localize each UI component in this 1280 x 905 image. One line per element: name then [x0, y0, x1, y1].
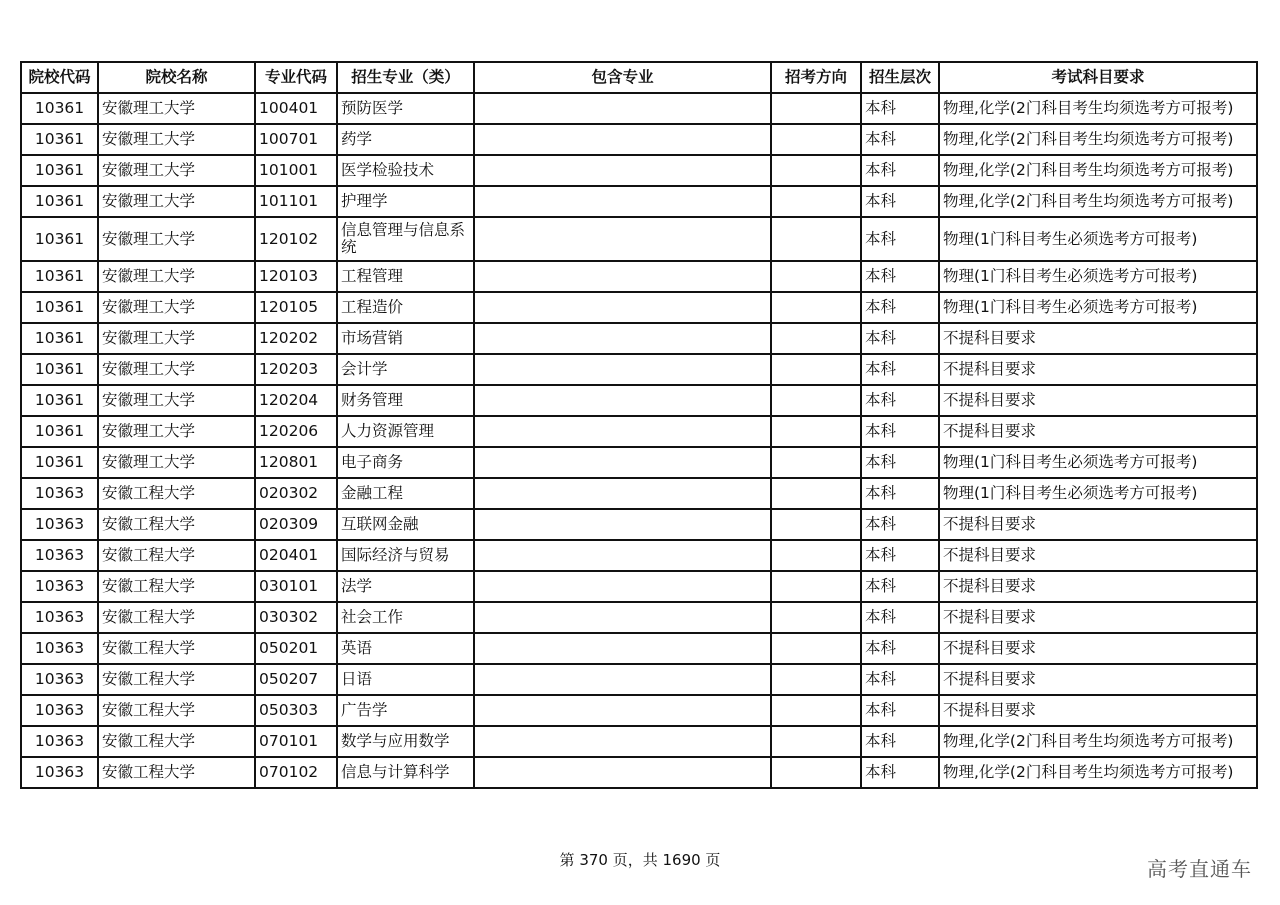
cell-level: 本科	[861, 726, 939, 757]
cell-included-majors	[474, 186, 771, 217]
cell-direction	[771, 354, 861, 385]
cell-major-name: 信息管理与信息系统	[337, 217, 474, 261]
cell-subject-requirement: 物理,化学(2门科目考生均须选考方可报考)	[939, 124, 1257, 155]
cell-school-name: 安徽理工大学	[98, 93, 255, 124]
cell-subject-requirement: 不提科目要求	[939, 695, 1257, 726]
cell-subject-requirement: 不提科目要求	[939, 354, 1257, 385]
cell-direction	[771, 602, 861, 633]
table-row	[21, 186, 1257, 217]
cell-school-name: 安徽工程大学	[98, 540, 255, 571]
cell-major-name: 财务管理	[337, 385, 474, 416]
table-row	[21, 726, 1257, 757]
cell-school-code: 10363	[21, 633, 98, 664]
cell-school-name: 安徽理工大学	[98, 416, 255, 447]
cell-major-name: 电子商务	[337, 447, 474, 478]
cell-direction	[771, 540, 861, 571]
cell-level: 本科	[861, 93, 939, 124]
table-row	[21, 695, 1257, 726]
cell-major-code: 070101	[255, 726, 337, 757]
cell-school-name: 安徽工程大学	[98, 633, 255, 664]
cell-school-name: 安徽工程大学	[98, 509, 255, 540]
table-row	[21, 757, 1257, 788]
cell-subject-requirement: 不提科目要求	[939, 633, 1257, 664]
cell-major-code: 101001	[255, 155, 337, 186]
cell-direction	[771, 509, 861, 540]
cell-school-code: 10361	[21, 292, 98, 323]
cell-school-name: 安徽工程大学	[98, 478, 255, 509]
cell-school-name: 安徽理工大学	[98, 261, 255, 292]
cell-subject-requirement: 物理,化学(2门科目考生均须选考方可报考)	[939, 757, 1257, 788]
cell-level: 本科	[861, 354, 939, 385]
cell-included-majors	[474, 664, 771, 695]
table-row	[21, 385, 1257, 416]
cell-school-name: 安徽理工大学	[98, 186, 255, 217]
cell-included-majors	[474, 478, 771, 509]
table-row	[21, 633, 1257, 664]
cell-included-majors	[474, 571, 771, 602]
table-row	[21, 155, 1257, 186]
cell-major-name: 人力资源管理	[337, 416, 474, 447]
cell-school-code: 10361	[21, 354, 98, 385]
cell-level: 本科	[861, 695, 939, 726]
cell-included-majors	[474, 93, 771, 124]
cell-included-majors	[474, 354, 771, 385]
cell-subject-requirement: 物理,化学(2门科目考生均须选考方可报考)	[939, 186, 1257, 217]
cell-major-name: 社会工作	[337, 602, 474, 633]
cell-major-code: 120105	[255, 292, 337, 323]
cell-level: 本科	[861, 155, 939, 186]
cell-direction	[771, 385, 861, 416]
cell-direction	[771, 695, 861, 726]
cell-level: 本科	[861, 602, 939, 633]
cell-subject-requirement: 物理(1门科目考生必须选考方可报考)	[939, 217, 1257, 261]
table-row	[21, 602, 1257, 633]
cell-level: 本科	[861, 478, 939, 509]
cell-school-code: 10363	[21, 478, 98, 509]
cell-included-majors	[474, 261, 771, 292]
cell-included-majors	[474, 757, 771, 788]
cell-school-code: 10363	[21, 757, 98, 788]
table-row	[21, 540, 1257, 571]
cell-direction	[771, 633, 861, 664]
cell-major-name: 预防医学	[337, 93, 474, 124]
cell-included-majors	[474, 447, 771, 478]
cell-included-majors	[474, 509, 771, 540]
cell-major-name: 日语	[337, 664, 474, 695]
cell-major-code: 070102	[255, 757, 337, 788]
cell-school-code: 10361	[21, 186, 98, 217]
cell-direction	[771, 447, 861, 478]
cell-included-majors	[474, 602, 771, 633]
cell-level: 本科	[861, 540, 939, 571]
header-subject-requirement: 考试科目要求	[939, 62, 1257, 93]
cell-major-code: 120801	[255, 447, 337, 478]
cell-direction	[771, 292, 861, 323]
cell-included-majors	[474, 695, 771, 726]
cell-level: 本科	[861, 509, 939, 540]
cell-major-name: 工程造价	[337, 292, 474, 323]
cell-subject-requirement: 物理(1门科目考生必须选考方可报考)	[939, 292, 1257, 323]
cell-school-code: 10361	[21, 155, 98, 186]
table-row	[21, 292, 1257, 323]
cell-direction	[771, 726, 861, 757]
cell-level: 本科	[861, 447, 939, 478]
table-row	[21, 354, 1257, 385]
table-row	[21, 124, 1257, 155]
cell-school-code: 10361	[21, 93, 98, 124]
page-number: 第 370 页，共 1690 页	[559, 851, 721, 869]
cell-direction	[771, 416, 861, 447]
cell-subject-requirement: 不提科目要求	[939, 602, 1257, 633]
cell-major-code: 120103	[255, 261, 337, 292]
admission-table	[20, 61, 1258, 789]
cell-school-code: 10363	[21, 509, 98, 540]
header-school-code: 院校代码	[21, 62, 98, 93]
table-row	[21, 664, 1257, 695]
cell-included-majors	[474, 540, 771, 571]
cell-school-code: 10363	[21, 571, 98, 602]
cell-major-code: 020309	[255, 509, 337, 540]
cell-direction	[771, 186, 861, 217]
cell-school-name: 安徽工程大学	[98, 602, 255, 633]
cell-school-code: 10363	[21, 726, 98, 757]
table-row	[21, 261, 1257, 292]
cell-direction	[771, 478, 861, 509]
cell-subject-requirement: 物理,化学(2门科目考生均须选考方可报考)	[939, 93, 1257, 124]
cell-level: 本科	[861, 633, 939, 664]
header-included-majors: 包含专业	[474, 62, 771, 93]
table-row	[21, 93, 1257, 124]
cell-school-code: 10361	[21, 416, 98, 447]
cell-school-code: 10363	[21, 602, 98, 633]
cell-major-name: 广告学	[337, 695, 474, 726]
cell-school-name: 安徽理工大学	[98, 217, 255, 261]
cell-major-code: 120202	[255, 323, 337, 354]
table-row	[21, 509, 1257, 540]
cell-included-majors	[474, 217, 771, 261]
header-row	[21, 62, 1257, 93]
cell-major-code: 050201	[255, 633, 337, 664]
cell-school-name: 安徽工程大学	[98, 695, 255, 726]
cell-major-code: 120206	[255, 416, 337, 447]
cell-major-name: 国际经济与贸易	[337, 540, 474, 571]
header-direction: 招考方向	[771, 62, 861, 93]
cell-direction	[771, 323, 861, 354]
cell-major-name: 英语	[337, 633, 474, 664]
cell-major-name: 会计学	[337, 354, 474, 385]
cell-level: 本科	[861, 385, 939, 416]
cell-included-majors	[474, 416, 771, 447]
table-row	[21, 571, 1257, 602]
cell-direction	[771, 261, 861, 292]
cell-major-code: 120102	[255, 217, 337, 261]
cell-major-code: 050303	[255, 695, 337, 726]
cell-direction	[771, 93, 861, 124]
cell-included-majors	[474, 385, 771, 416]
cell-included-majors	[474, 726, 771, 757]
cell-direction	[771, 217, 861, 261]
header-school-name: 院校名称	[98, 62, 255, 93]
cell-school-code: 10363	[21, 540, 98, 571]
cell-school-name: 安徽工程大学	[98, 571, 255, 602]
cell-subject-requirement: 不提科目要求	[939, 323, 1257, 354]
cell-level: 本科	[861, 186, 939, 217]
table-body	[21, 93, 1257, 788]
cell-direction	[771, 664, 861, 695]
cell-school-code: 10361	[21, 323, 98, 354]
cell-direction	[771, 571, 861, 602]
cell-included-majors	[474, 292, 771, 323]
cell-major-name: 药学	[337, 124, 474, 155]
cell-major-code: 030302	[255, 602, 337, 633]
table-row	[21, 416, 1257, 447]
table-row	[21, 217, 1257, 261]
cell-level: 本科	[861, 323, 939, 354]
cell-subject-requirement: 不提科目要求	[939, 664, 1257, 695]
cell-subject-requirement: 不提科目要求	[939, 385, 1257, 416]
cell-major-name: 互联网金融	[337, 509, 474, 540]
cell-included-majors	[474, 323, 771, 354]
cell-level: 本科	[861, 664, 939, 695]
cell-level: 本科	[861, 261, 939, 292]
cell-major-name: 护理学	[337, 186, 474, 217]
cell-major-code: 020302	[255, 478, 337, 509]
cell-school-name: 安徽理工大学	[98, 155, 255, 186]
cell-major-code: 100701	[255, 124, 337, 155]
table-row	[21, 447, 1257, 478]
cell-level: 本科	[861, 416, 939, 447]
cell-school-code: 10361	[21, 447, 98, 478]
cell-level: 本科	[861, 217, 939, 261]
cell-direction	[771, 757, 861, 788]
cell-school-name: 安徽理工大学	[98, 447, 255, 478]
cell-school-code: 10361	[21, 124, 98, 155]
cell-major-name: 市场营销	[337, 323, 474, 354]
cell-school-name: 安徽理工大学	[98, 323, 255, 354]
cell-subject-requirement: 物理,化学(2门科目考生均须选考方可报考)	[939, 726, 1257, 757]
cell-included-majors	[474, 633, 771, 664]
cell-included-majors	[474, 124, 771, 155]
cell-school-code: 10363	[21, 664, 98, 695]
table-row	[21, 478, 1257, 509]
cell-subject-requirement: 不提科目要求	[939, 571, 1257, 602]
cell-subject-requirement: 物理(1门科目考生必须选考方可报考)	[939, 447, 1257, 478]
cell-school-name: 安徽理工大学	[98, 385, 255, 416]
cell-major-code: 020401	[255, 540, 337, 571]
cell-major-name: 医学检验技术	[337, 155, 474, 186]
header-level: 招生层次	[861, 62, 939, 93]
cell-school-code: 10361	[21, 261, 98, 292]
cell-direction	[771, 124, 861, 155]
cell-school-name: 安徽工程大学	[98, 757, 255, 788]
cell-school-name: 安徽理工大学	[98, 124, 255, 155]
cell-subject-requirement: 不提科目要求	[939, 416, 1257, 447]
cell-level: 本科	[861, 757, 939, 788]
header-major-code: 专业代码	[255, 62, 337, 93]
cell-major-code: 101101	[255, 186, 337, 217]
cell-level: 本科	[861, 292, 939, 323]
cell-major-name: 工程管理	[337, 261, 474, 292]
table-row	[21, 323, 1257, 354]
cell-subject-requirement: 物理(1门科目考生必须选考方可报考)	[939, 478, 1257, 509]
cell-major-code: 100401	[255, 93, 337, 124]
cell-subject-requirement: 物理(1门科目考生必须选考方可报考)	[939, 261, 1257, 292]
cell-major-code: 120204	[255, 385, 337, 416]
cell-school-name: 安徽理工大学	[98, 292, 255, 323]
cell-subject-requirement: 物理,化学(2门科目考生均须选考方可报考)	[939, 155, 1257, 186]
cell-subject-requirement: 不提科目要求	[939, 509, 1257, 540]
cell-major-name: 法学	[337, 571, 474, 602]
cell-major-code: 050207	[255, 664, 337, 695]
cell-major-code: 030101	[255, 571, 337, 602]
cell-major-name: 数学与应用数学	[337, 726, 474, 757]
cell-school-name: 安徽理工大学	[98, 354, 255, 385]
cell-level: 本科	[861, 124, 939, 155]
cell-major-name: 信息与计算科学	[337, 757, 474, 788]
cell-school-code: 10363	[21, 695, 98, 726]
header-major-name: 招生专业（类）	[337, 62, 474, 93]
watermark-text: 高考直通车	[1147, 857, 1252, 881]
cell-included-majors	[474, 155, 771, 186]
cell-level: 本科	[861, 571, 939, 602]
cell-school-name: 安徽工程大学	[98, 664, 255, 695]
cell-school-name: 安徽工程大学	[98, 726, 255, 757]
cell-major-code: 120203	[255, 354, 337, 385]
cell-subject-requirement: 不提科目要求	[939, 540, 1257, 571]
cell-major-name: 金融工程	[337, 478, 474, 509]
cell-direction	[771, 155, 861, 186]
cell-school-code: 10361	[21, 385, 98, 416]
cell-school-code: 10361	[21, 217, 98, 261]
